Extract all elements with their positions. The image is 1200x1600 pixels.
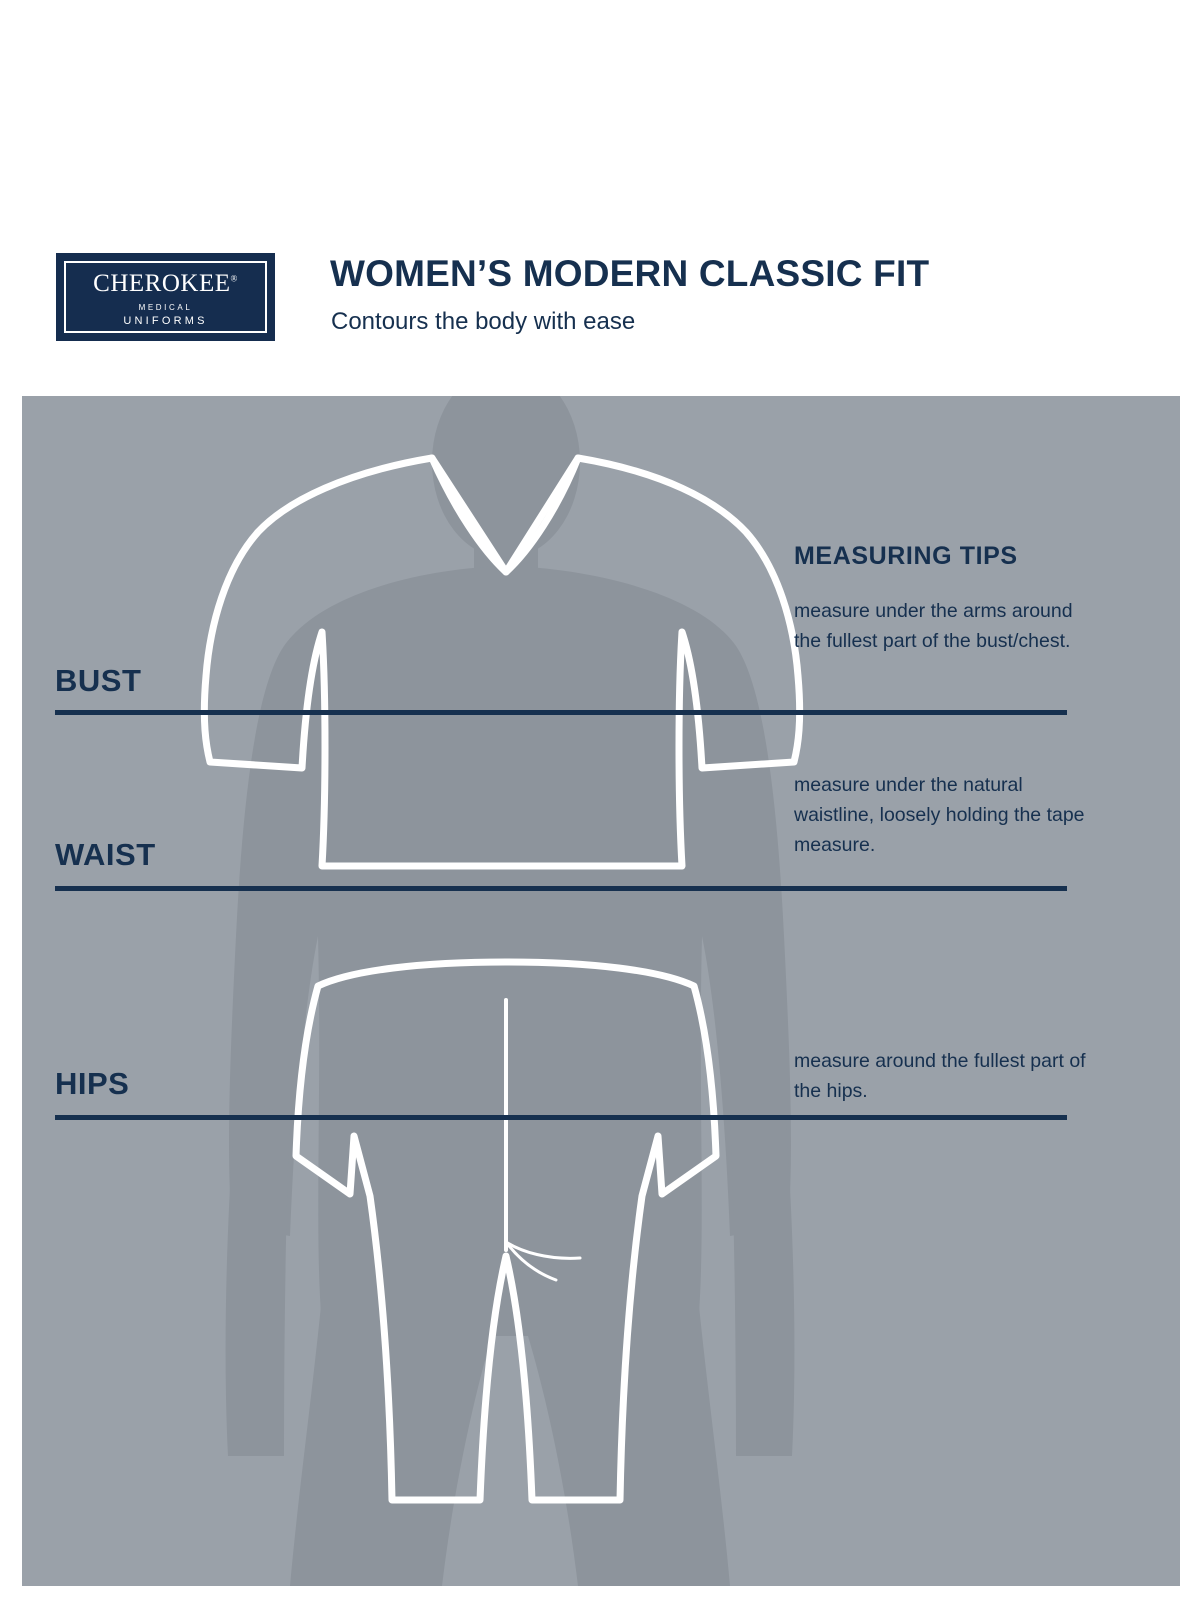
header <box>0 0 1200 405</box>
measurement-label-waist: WAIST <box>55 837 156 872</box>
logo-uniforms-text: UNIFORMS <box>123 314 208 327</box>
measurement-line-hips <box>55 1115 1067 1120</box>
measuring-tip-waist: measure under the natural waistline, loosely holding the tape measure. <box>794 774 1085 856</box>
measuring-tips-title: MEASURING TIPS <box>794 542 1018 570</box>
body-figure-illustration <box>22 396 1180 1586</box>
logo-medical-text: MEDICAL <box>138 302 193 312</box>
page-title: WOMEN’S MODERN CLASSIC FIT <box>330 253 930 294</box>
page-subtitle: Contours the body with ease <box>331 308 636 335</box>
measuring-tip-bust: measure under the arms around the fullest part of the bust/chest. <box>794 600 1073 652</box>
registered-mark-icon: ® <box>230 273 238 284</box>
logo-brand-name <box>93 270 238 298</box>
logo-brand-text: CHEROKEE <box>93 269 231 297</box>
logo-inner-frame <box>64 261 267 333</box>
measurement-line-bust <box>55 710 1067 715</box>
measurement-label-bust: BUST <box>55 663 142 698</box>
measurement-line-waist <box>55 886 1067 891</box>
cherokee-logo <box>56 253 275 341</box>
measurement-diagram-panel <box>22 396 1180 1586</box>
measurement-label-hips: HIPS <box>55 1066 130 1101</box>
measuring-tip-hips: measure around the fullest part of the hips. <box>794 1050 1086 1102</box>
